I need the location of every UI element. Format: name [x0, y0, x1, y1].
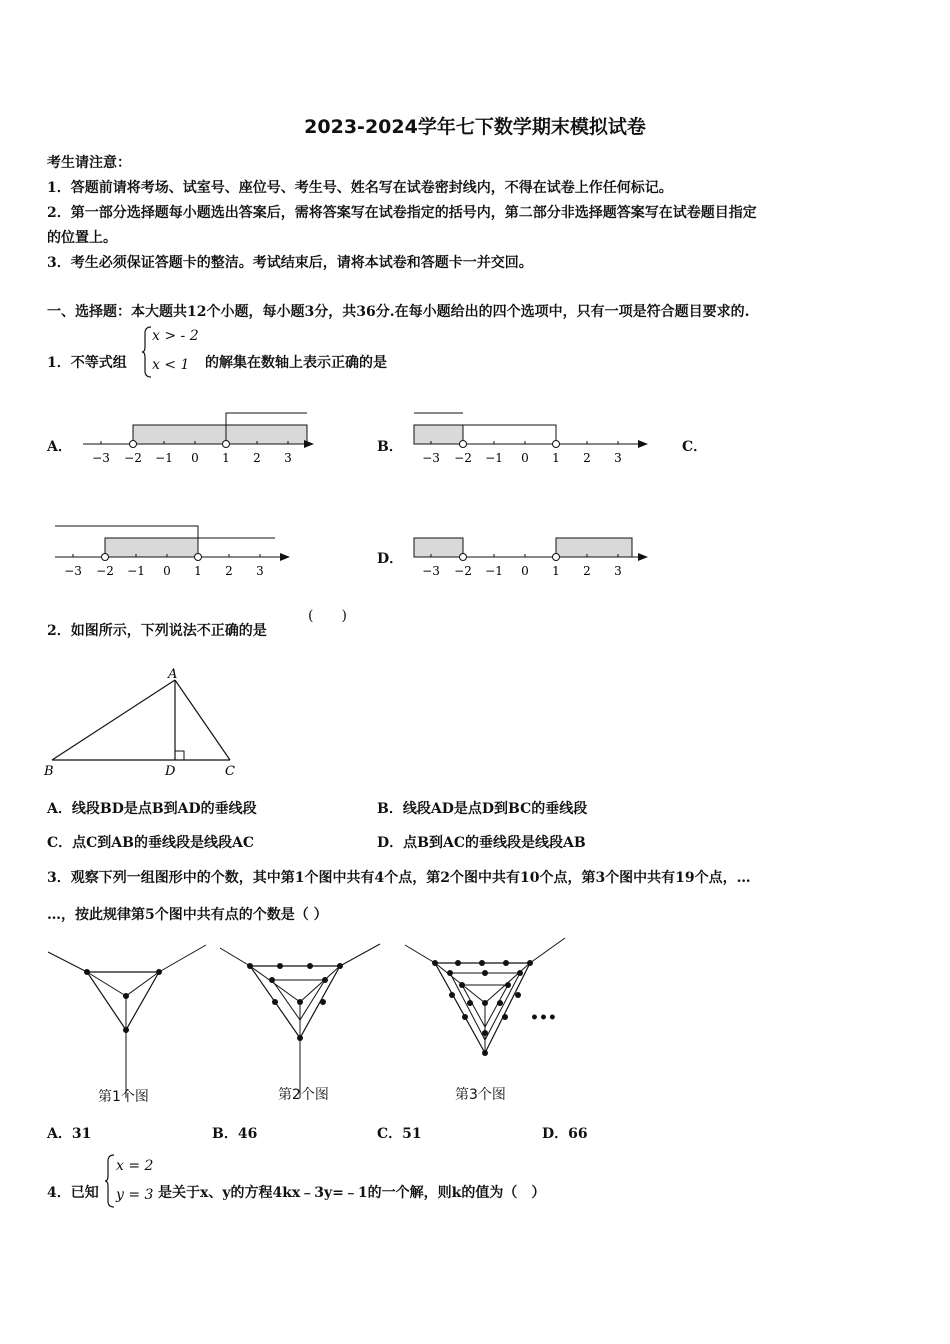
q2-stem: 2．如图所示，下列说法不正确的是	[47, 623, 267, 639]
page-title: 2023-2024学年七下数学期末模拟试卷	[304, 116, 646, 138]
q4-prefix: 4．已知	[47, 1185, 99, 1201]
q2-triangle-figure	[40, 665, 250, 780]
tick-label: −3	[64, 564, 82, 578]
tick-label: 0	[191, 451, 199, 465]
notice-item: 2．第一部分选择题每小题选出答案后，需将答案写在试卷指定的括号内，第二部分非选择题答案写在试卷题目指定	[47, 205, 757, 221]
q3-option-b: B．46	[212, 1126, 258, 1142]
tick-label: −3	[422, 564, 440, 578]
q3-option-c: C．51	[377, 1126, 422, 1142]
notice-item: 1．答题前请将考场、试室号、座位号、考生号、姓名写在试卷密封线内，不得在试卷上作任何标记。	[47, 180, 673, 196]
q1-option-d-label: D．	[377, 551, 404, 567]
q3-option-d: D．66	[542, 1126, 588, 1142]
q1-prefix: 1．不等式组	[47, 355, 127, 371]
q1-option-a-label: A．	[47, 439, 72, 455]
tick-label: −3	[422, 451, 440, 465]
tick-label: −2	[454, 451, 472, 465]
q1-option-c-numberline	[50, 518, 295, 583]
q1-option-b-label: B．	[377, 439, 403, 455]
q3-stem-line2: …，按此规律第5个图中共有点的个数是（ ）	[47, 907, 328, 923]
q4-suffix: 是关于x、y的方程4kx﹣3y=﹣1的一个解，则k的值为（ ）	[158, 1185, 546, 1201]
q3-figure-1	[45, 940, 210, 1110]
q3-option-a: A．31	[47, 1126, 92, 1142]
tick-label: −1	[485, 564, 503, 578]
q3-caption-3: 第3个图	[455, 1087, 506, 1103]
tick-label: 1	[222, 451, 230, 465]
q4-system-line1: x = 2	[116, 1158, 154, 1174]
tick-label: 3	[614, 564, 622, 578]
notice-item: 3．考生必须保证答题卡的整洁。考试结束后，请将本试卷和答题卡一并交回。	[47, 255, 533, 271]
q1-option-b-numberline	[408, 405, 653, 470]
notice-item: 的位置上。	[47, 230, 117, 246]
tick-label: 2	[583, 451, 591, 465]
tick-label: 3	[614, 451, 622, 465]
q4-system-line2: y = 3	[116, 1187, 154, 1203]
tick-label: −1	[155, 451, 173, 465]
tick-label: 3	[256, 564, 264, 578]
tick-label: 1	[552, 451, 560, 465]
q2-option-a: A．线段BD是点B到AD的垂线段	[47, 801, 257, 817]
tick-label: 1	[194, 564, 202, 578]
q3-ellipsis: •••	[530, 1010, 557, 1026]
q3-caption-1: 第1个图	[98, 1089, 149, 1105]
q3-caption-2: 第2个图	[278, 1087, 329, 1103]
q1-system-line2: x < 1	[152, 357, 190, 373]
notice-heading: 考生请注意：	[47, 155, 131, 171]
tick-label: 0	[521, 451, 529, 465]
q4-brace	[104, 1153, 116, 1209]
q2-answer-paren: ( )	[308, 608, 347, 624]
point-label-a: A	[168, 667, 178, 682]
q1-system-line1: x > - 2	[152, 328, 199, 344]
tick-label: 3	[284, 451, 292, 465]
tick-label: −1	[127, 564, 145, 578]
q2-option-d: D．点B到AC的垂线段是线段AB	[377, 835, 586, 851]
tick-label: −2	[124, 451, 142, 465]
tick-label: 2	[253, 451, 261, 465]
section-heading: 一、选择题：本大题共12个小题，每小题3分，共36分.在每小题给出的四个选项中，只有一项是符合题目要求的.	[47, 304, 750, 320]
point-label-b: B	[44, 764, 54, 779]
tick-label: −3	[92, 451, 110, 465]
point-label-c: C	[225, 764, 235, 779]
q1-option-d-numberline	[408, 518, 653, 583]
q2-option-b: B．线段AD是点D到BC的垂线段	[377, 801, 588, 817]
point-label-d: D	[165, 764, 176, 779]
q1-option-a-numberline	[78, 405, 318, 470]
tick-label: −1	[485, 451, 503, 465]
q1-suffix: 的解集在数轴上表示正确的是	[205, 355, 387, 371]
q1-option-c-label: C．	[682, 439, 708, 455]
tick-label: 1	[552, 564, 560, 578]
q3-stem-line1: 3．观察下列一组图形中的个数，其中第1个图中共有4个点，第2个图中共有10个点，第3个图中共有19个点，…	[47, 870, 751, 886]
tick-label: −2	[454, 564, 472, 578]
tick-label: −2	[96, 564, 114, 578]
tick-label: 0	[163, 564, 171, 578]
tick-label: 2	[583, 564, 591, 578]
q2-option-c: C．点C到AB的垂线段是线段AC	[47, 835, 254, 851]
tick-label: 0	[521, 564, 529, 578]
tick-label: 2	[225, 564, 233, 578]
